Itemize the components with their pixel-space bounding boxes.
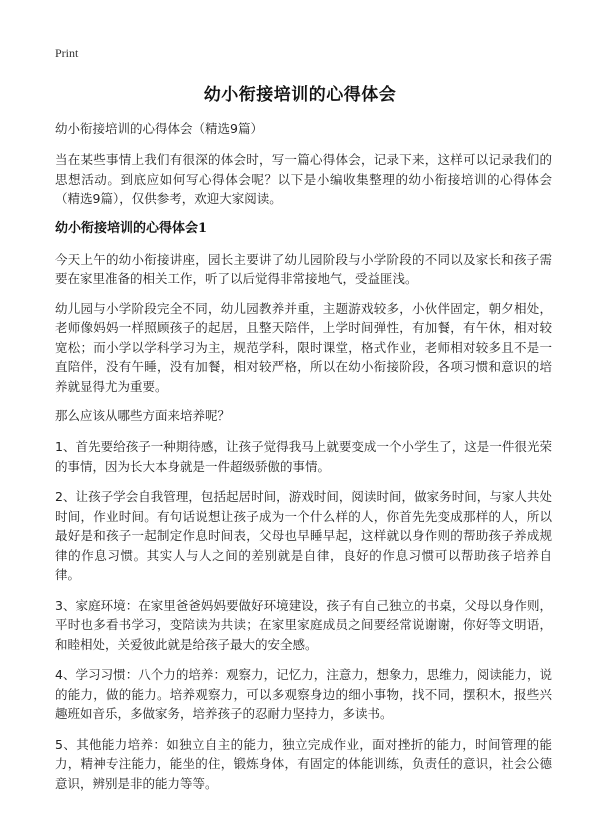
body-paragraph: 今天上午的幼小衔接讲座，园长主要讲了幼儿园阶段与小学阶段的不同以及家长和孩子需要在家里准备的相关工作，听了以后觉得非常接地气，受益匪浅。 [55,251,552,286]
list-item: 1、首先要给孩子一种期待感，让孩子觉得我马上就要变成一个小学生了，这是一件很光荣的事情，因为长大本身就是一件超级骄傲的事情。 [55,439,552,474]
question-paragraph: 那么应该从哪些方面来培养呢？ [55,408,231,423]
page-title: 幼小衔接培训的心得体会 [203,85,397,105]
article-subtitle: 幼小衔接培训的心得体会（精选9篇） [55,121,263,136]
intro-paragraph: 当在某些事情上我们有很深的体会时，写一篇心得体会，记录下来，这样可以记录我们的思想活动。到底应如何写心得体会呢？以下是小编收集整理的幼小衔接培训的心得体会（精选9篇），仅供参考，欢迎大家阅读。 [55,152,552,206]
section-heading: 幼小衔接培训的心得体会1 [55,220,208,236]
list-item: 2、让孩子学会自我管理，包括起居时间，游戏时间，阅读时间，做家务时间，与家人共处时间，作业时间。有句话说想让孩子成为一个什么样的人，你首先先变成那样的人，所以最好是和孩子一起制定作息时间表，父母也早睡早起，这样就以身作则的帮助孩子养成规律的作息习惯。其实人与人之间的差别就是自律，良好的作息习惯可以帮助孩子培养自律。 [55,489,552,582]
print-link[interactable]: Print [55,46,79,60]
list-item: 3、家庭环境：在家里爸爸妈妈要做好环境建设，孩子有自己独立的书桌，父母以身作则，平时也多看书学习，变陪读为共读；在家里家庭成员之间要经常说谢谢，你好等文明语，和睦相处，关爱彼此就是给孩子最大的安全感。 [55,597,552,652]
list-item: 4、学习习惯：八个力的培养：观察力，记忆力，注意力，想象力，思维力，阅读能力，说的能力，做的能力。培养观察力，可以多观察身边的细小事物，找不同，摆积木，报些兴趣班如音乐，多做家务，培养孩子的忍耐力坚持力，多读书。 [55,667,552,721]
article-body [55,119,552,804]
body-paragraph: 幼儿园与小学阶段完全不同，幼儿园教养并重，主题游戏较多，小伙伴固定，朝夕相处，老师像妈妈一样照顾孩子的起居，且整天陪伴，上学时间弹性，有加餐，有午休，相对较宽松；而小学以学科学习为主，规范学科，限时课堂，格式作业，老师相对较多且不是一直陪伴，没有午睡，没有加餐，相对较严格，所以在幼小衔接阶段，各项习惯和意识的培养就显得尤为重要。 [55,300,552,394]
list-item: 5、其他能力培养：如独立自主的能力，独立完成作业，面对挫折的能力，时间管理的能力，精神专注能力，能坐的住，锻炼身体，有固定的体能训练，负责任的意识，社会公德意识，辨别是非的能力等等。 [55,736,552,791]
